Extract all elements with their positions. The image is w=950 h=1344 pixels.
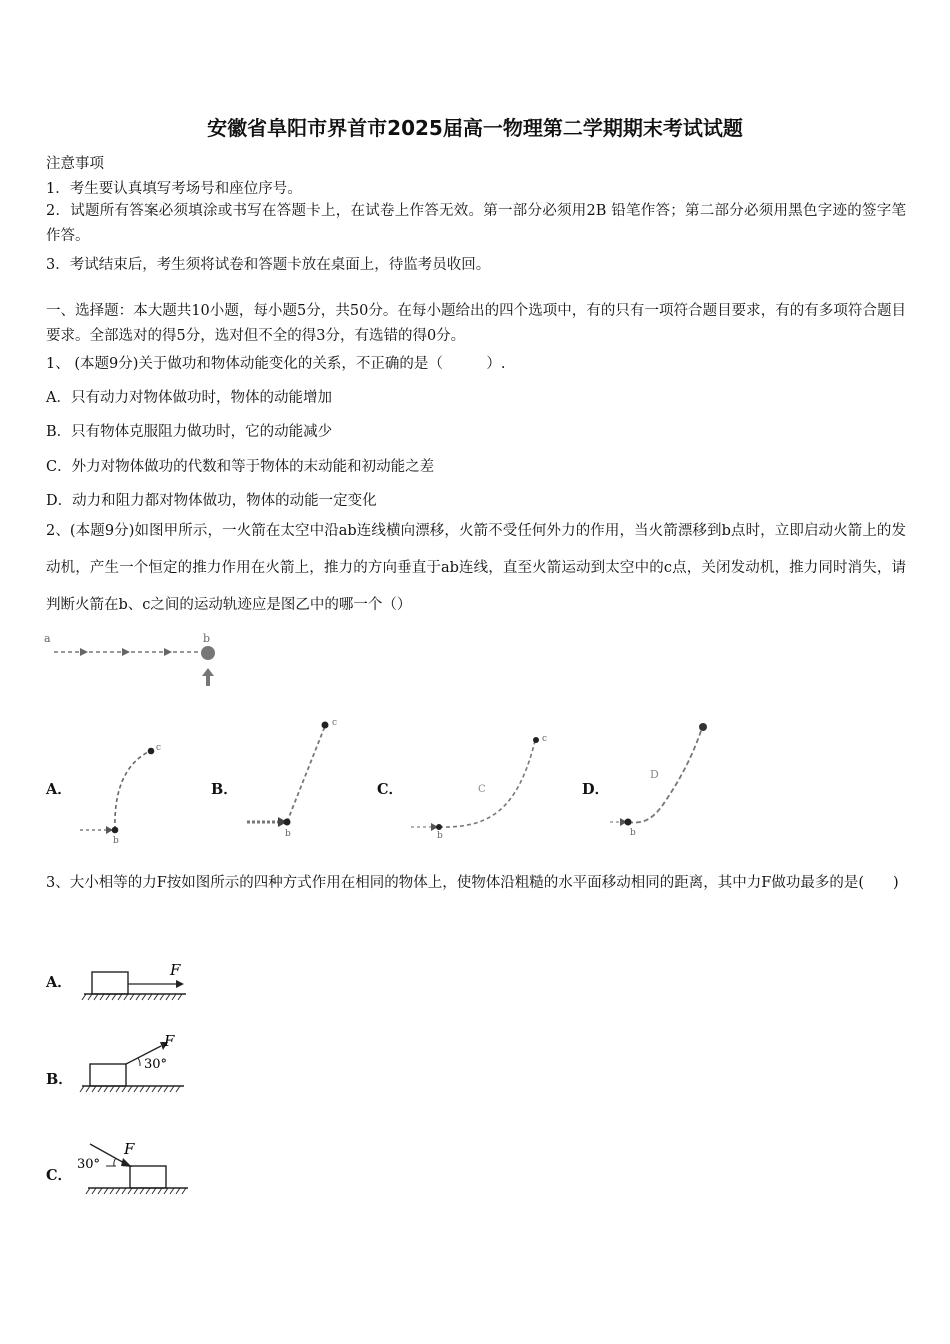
q3-label-b: B．: [46, 1071, 73, 1088]
label-b: b: [203, 632, 211, 645]
traj-label-b: B．: [211, 781, 238, 798]
label-b: b: [285, 829, 291, 839]
q1-option-a: A．只有动力对物体做功时，物体的动能增加: [46, 390, 332, 406]
label-c: c: [332, 718, 338, 728]
question-2-stem: 2、(本题9分)如图甲所示，一火箭在太空中沿ab连线横向漂移，火箭不受任何外力的作用，当火箭漂移到b点时，立即启动火箭上的发动机，产生一个恒定的推力作用在火箭上，推力的方向垂直于ab连线，直至火箭运动到太空中的c点，关闭发动机，推力同时消失，请判断火箭在b、c之间的运动轨迹应是图乙中的哪一个（）: [46, 523, 906, 613]
rocket-figure: [40, 628, 230, 694]
label-b: b: [437, 831, 443, 840]
rocket-ball: [201, 646, 215, 660]
trajectory-c: [407, 728, 557, 840]
label-c: c: [542, 734, 548, 744]
page-title: 安徽省阜阳市界首市2025届高一物理第二学期期末考试试题: [207, 116, 743, 140]
notice-item: 3．考试结束后，考生须将试卷和答题卡放在桌面上，待监考员收回。: [46, 257, 491, 273]
trajectory-a: [76, 740, 166, 845]
section-intro: 一、选择题：本大题共10小题，每小题5分，共50分。在每小题给出的四个选项中，有的只有一项符合题目要求，有的有多项符合题目要求。全部选对的得5分，选对但不全的得3分，有选错的得0分。: [46, 303, 906, 344]
label-a: a: [44, 632, 51, 645]
label-b: b: [630, 828, 636, 838]
notice-item: 2．试题所有答案必须填涂或书写在答题卡上，在试卷上作答无效。第一部分必须用2B 铅笔作答；第二部分必须用黑色字迹的签字笔作答。: [46, 203, 906, 244]
question-3-stem: 3、大小相等的力F按如图所示的四种方式作用在相同的物体上，使物体沿粗糙的水平面移动相同的距离，其中力F做功最多的是( ): [46, 875, 899, 891]
q1-option-d: D．动力和阻力都对物体做功，物体的动能一定变化: [46, 493, 377, 509]
traj-label-a: A．: [46, 781, 72, 798]
notice-heading: 注意事项: [46, 156, 104, 172]
trajectory-b: [243, 712, 353, 840]
label-b: b: [113, 836, 119, 845]
label-curve-c: C: [478, 784, 486, 795]
q1-option-b: B．只有物体克服阻力做功时，它的动能减少: [46, 424, 333, 440]
traj-label-d: D．: [582, 781, 610, 798]
force-label: F: [170, 961, 181, 979]
angle-label: 30°: [144, 1057, 168, 1072]
label-curve-d: D: [650, 768, 659, 781]
trajectory-d: [606, 716, 736, 840]
traj-label-c: C．: [377, 781, 404, 798]
q3-label-c: C．: [46, 1167, 73, 1184]
force-figure-c: [76, 1136, 196, 1198]
force-figure-a: [76, 958, 196, 1004]
force-label: F: [164, 1032, 175, 1050]
force-label: F: [124, 1140, 135, 1158]
q1-option-c: C．外力对物体做功的代数和等于物体的末动能和初动能之差: [46, 459, 435, 475]
q3-label-a: A．: [46, 974, 72, 991]
force-figure-b: [76, 1030, 196, 1096]
thrust-arrow-icon: [202, 668, 214, 686]
label-c: c: [156, 743, 162, 753]
angle-label: 30°: [77, 1157, 101, 1172]
question-1-stem: 1、 (本题9分)关于做功和物体动能变化的关系，不正确的是（ ）.: [46, 356, 506, 372]
notice-item: 1．考生要认真填写考场号和座位序号。: [46, 181, 302, 197]
